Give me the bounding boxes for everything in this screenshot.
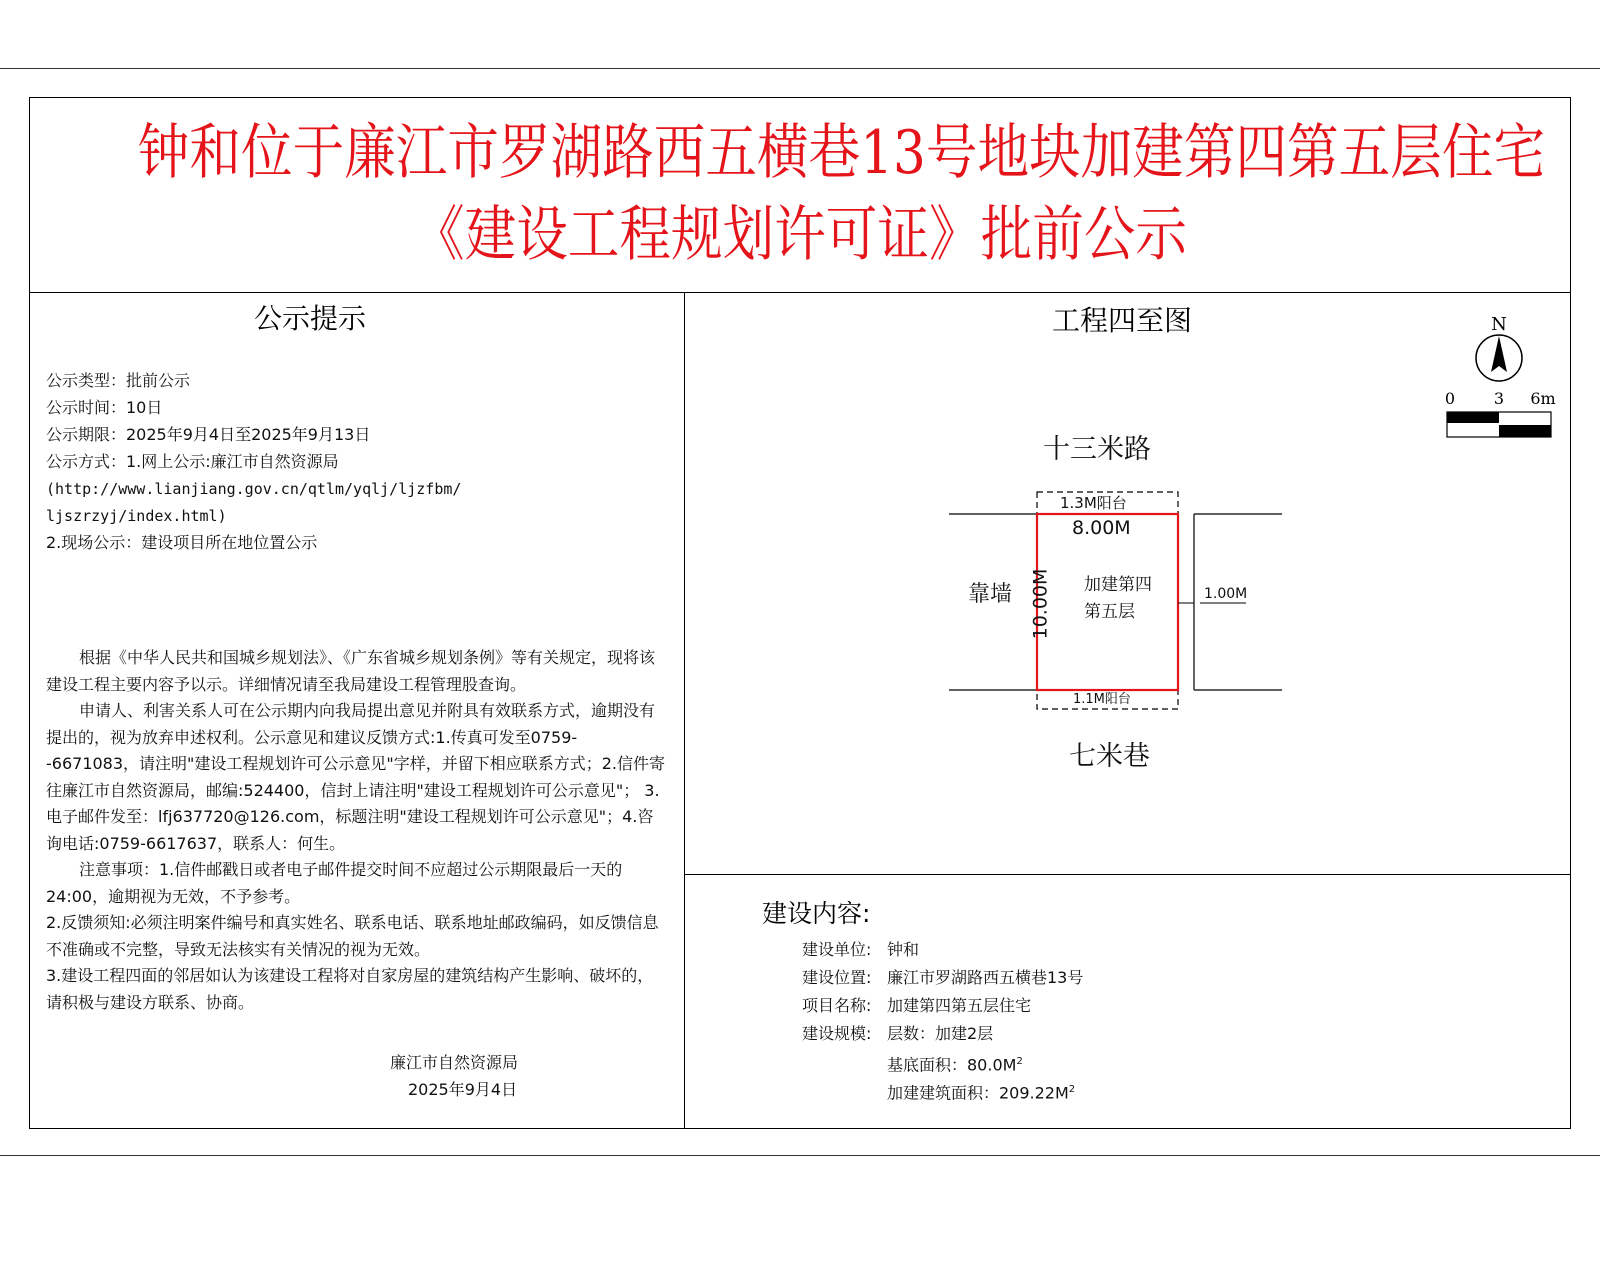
north-label: N (1491, 314, 1507, 335)
location-label: 建设位置: (802, 968, 872, 987)
location-value: 廉江市罗湖路西五横巷13号 (887, 968, 1084, 987)
notice-type: 公示类型：批前公示 (46, 371, 191, 390)
unit-label: 建设单位: (802, 940, 872, 959)
signature-org: 廉江市自然资源局 (390, 1053, 519, 1072)
building-label-line-2: 第五层 (1084, 602, 1135, 622)
signature-date: 2025年9月4日 (408, 1080, 518, 1099)
base-area-text: 基底面积：80.0M (887, 1055, 1017, 1075)
notice-period: 公示期限：2025年9月4日至2025年9月13日 (46, 425, 371, 444)
map-heading: 工程四至图 (1052, 304, 1193, 337)
added-area-text: 加建建筑面积：209.22M (887, 1083, 1069, 1103)
scale-label: 建设规模: (802, 1024, 872, 1043)
notice-url-line-2[interactable]: ljszrzyj/index.html) (46, 507, 227, 525)
notice-duration: 公示时间：10日 (46, 398, 163, 417)
page-title-line-1: 钟和位于廉江市罗湖路西五横巷13号地块加建第四第五层住宅 (137, 118, 1546, 188)
north-arrow-icon (1476, 314, 1522, 381)
body-paragraph-4: 2.反馈须知:必须注明案件编号和真实姓名、联系电话、联系地址邮政编码，如反馈信息不准确或不完整，导致无法核实有关情况的视为无效。 (46, 913, 659, 959)
unit-value: 钟和 (887, 940, 920, 959)
project-value: 加建第四第五层住宅 (887, 996, 1032, 1015)
added-area (887, 1080, 1075, 1103)
notice-url-line-1[interactable]: (http://www.lianjiang.gov.cn/qtlm/yqlj/ljzfbm/ (46, 480, 462, 498)
base-area (887, 1052, 1023, 1075)
scale-bar (1445, 389, 1556, 437)
notice-heading: 公示提示 (254, 302, 367, 335)
body-paragraph-5: 3.建设工程四面的邻居如认为该建设工程将对自家房屋的建筑结构产生影响、破坏的，请积极与建设方联系、协商。 (46, 966, 654, 1012)
project-label: 项目名称: (802, 996, 872, 1015)
east-gap-dimension: 1.00M (1204, 586, 1248, 602)
width-dimension: 8.00M (1072, 517, 1131, 539)
scale-6: 6m (1530, 389, 1556, 408)
base-area-sup: 2 (1016, 1056, 1023, 1067)
north-road-label: 十三米路 (1043, 434, 1151, 465)
scale-0: 0 (1444, 389, 1456, 408)
top-balcony-label: 1.3M阳台 (1060, 494, 1127, 512)
building-label-line-1: 加建第四 (1084, 575, 1152, 595)
south-road-label: 七米巷 (1069, 741, 1150, 772)
floors-value: 层数：加建2层 (887, 1024, 994, 1043)
notice-onsite: 2.现场公示：建设项目所在地位置公示 (46, 533, 318, 552)
depth-dimension: 10.00M (1029, 568, 1052, 640)
body-paragraph-1: 根据《中华人民共和国城乡规划法》、《广东省城乡规划条例》等有关规定，现将该建设工程主要内容予以示。详细情况请至我局建设工程管理股查询。 (46, 648, 656, 694)
bottom-balcony-label: 1.1M阳台 (1073, 692, 1131, 707)
scale-3: 3 (1493, 389, 1505, 408)
body-paragraph-2: 申请人、利害关系人可在公示期内向我局提出意见并附具有效联系方式，逾期没有提出的，视为放弃申述权利。公示意见和建议反馈方式:1.传真可发至0759--6671083，请注明"建设工程规划许可公示意见"字样，并留下相应联系方式；2.信件寄往廉江市自然资源局，邮编:524400，信封上请注明"建设工程规划许可公示意见"； 3.电子邮件发至：lfj637720@126.com，标题注明"建设工程规划许可公示意见"；4.咨询电话:0759-6617637，联系人：何生。 (46, 701, 666, 853)
notice-method: 公示方式：1.网上公示:廉江市自然资源局 (46, 452, 339, 471)
west-wall-label: 靠墙 (968, 582, 1013, 607)
content-heading: 建设内容: (762, 899, 871, 928)
page-title-line-2: 《建设工程规划许可证》批前公示 (413, 200, 1187, 270)
body-paragraph-3: 注意事项：1.信件邮戳日或者电子邮件提交时间不应超过公示期限最后一天的24:00，逾期视为无效，不予参考。 (46, 860, 623, 906)
added-area-sup: 2 (1068, 1084, 1076, 1095)
